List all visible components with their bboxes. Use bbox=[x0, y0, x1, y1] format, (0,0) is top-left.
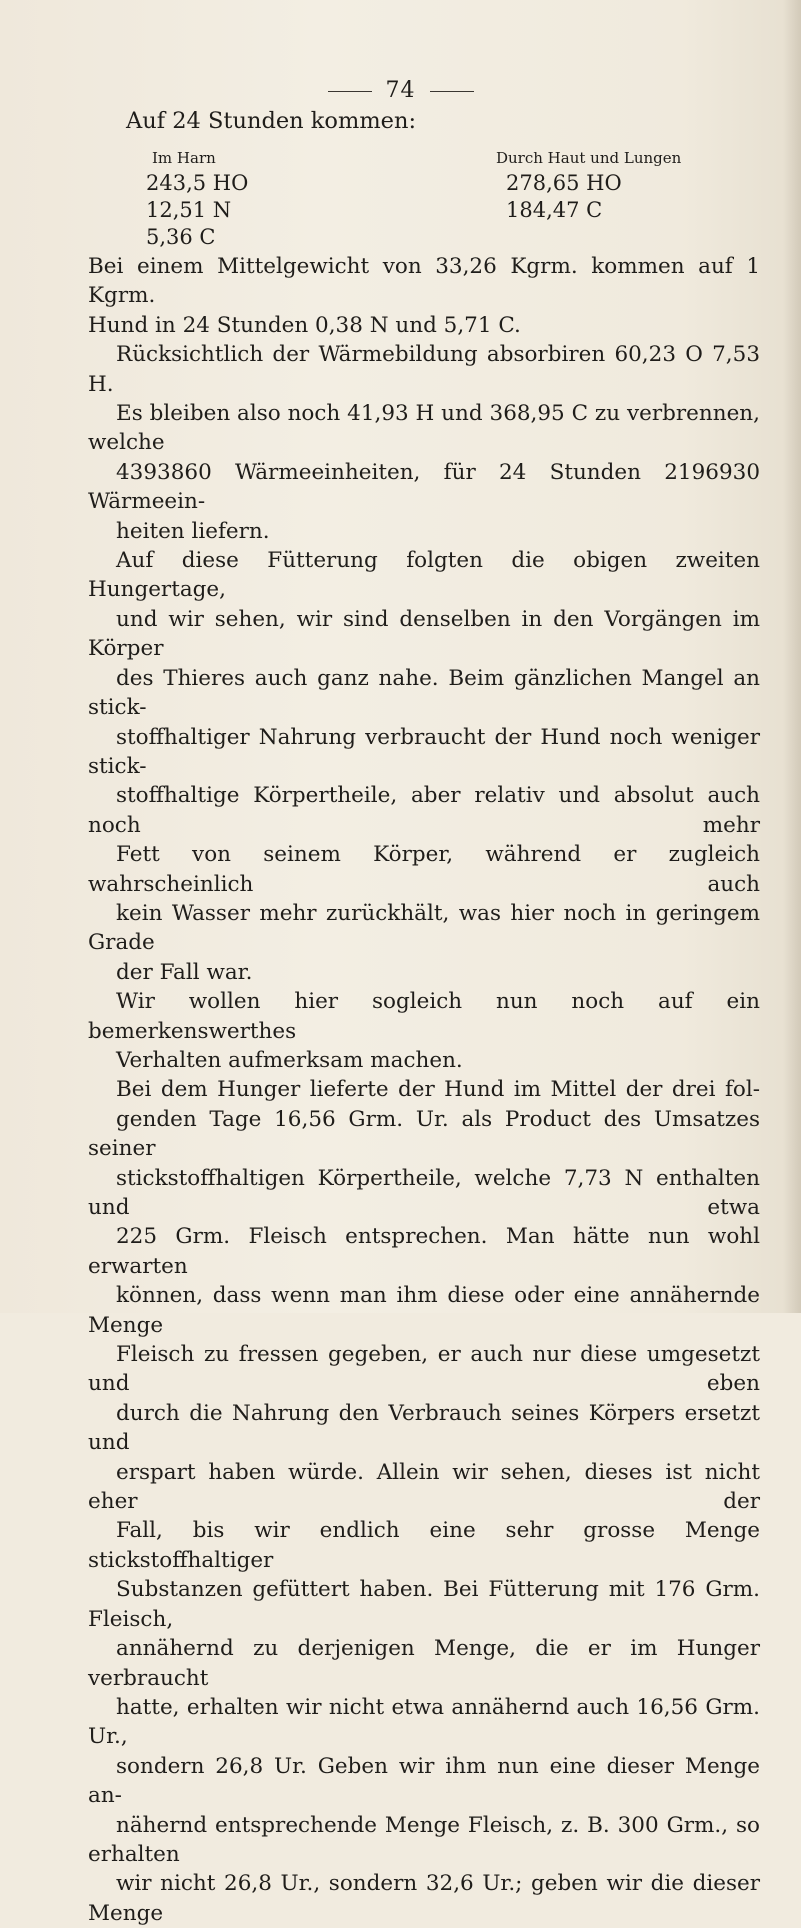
text-line: Fleisch zu fressen gegeben, er auch nur diese umgesetzt und eben bbox=[88, 1342, 760, 1397]
table-right-column bbox=[496, 148, 681, 224]
left-value: 243,5 HO bbox=[146, 171, 249, 195]
body-text bbox=[88, 252, 760, 1928]
text-line: Es bleiben also noch 41,93 H und 368,95 C zu verbrennen, welche bbox=[88, 401, 760, 456]
right-value: 278,65 HO bbox=[506, 171, 622, 195]
text-line: nähernd entsprechende Menge Fleisch, z. B. 300 Grm., so erhalten bbox=[88, 1812, 760, 1867]
text-line: durch die Nahrung den Verbrauch seines Körpers ersetzt und bbox=[88, 1400, 760, 1456]
text-line: Hund in 24 Stunden 0,38 N und 5,71 C. bbox=[88, 312, 521, 338]
header-dash-right bbox=[430, 91, 474, 92]
text-line: heiten liefern. bbox=[116, 518, 270, 544]
page-shadow-edge bbox=[783, 0, 801, 1313]
text-line: Fall, bis wir endlich eine sehr grosse Menge stickstoffhaltiger bbox=[88, 1518, 760, 1573]
text-line: 225 Grm. Fleisch entsprechen. Man hätte nun wohl erwarten bbox=[88, 1224, 760, 1279]
text-line: wir nicht 26,8 Ur., sondern 32,6 Ur.; geben wir die dieser Menge bbox=[88, 1871, 760, 1926]
page-number: 74 bbox=[385, 78, 416, 103]
intro-line: Auf 24 Stunden kommen: bbox=[126, 108, 417, 134]
text-line: Auf diese Fütterung folgten die obigen zweiten Hungertage, bbox=[88, 548, 760, 603]
paragraph bbox=[88, 546, 760, 987]
text-line: Bei dem Hunger lieferte der Hund im Mittel der drei fol- bbox=[116, 1077, 760, 1103]
table-left-column bbox=[146, 148, 248, 251]
text-line: annähernd zu derjenigen Menge, die er im Hunger verbraucht bbox=[88, 1636, 760, 1691]
text-line: erspart haben würde. Allein wir sehen, dieses ist nicht eher der bbox=[88, 1459, 760, 1515]
text-line: können, dass wenn man ihm diese oder eine annähernde Menge bbox=[88, 1283, 760, 1338]
left-column-heading: Im Harn bbox=[152, 149, 216, 167]
text-line: hatte, erhalten wir nicht etwa annähernd auch 16,56 Grm. Ur., bbox=[88, 1694, 760, 1750]
paragraph bbox=[88, 252, 760, 340]
right-column-values bbox=[496, 170, 681, 224]
text-line: und wir sehen, wir sind denselben in den Vorgängen im Körper bbox=[88, 606, 760, 662]
text-line: stickstoffhaltigen Körpertheile, welche 7,73 N enthalten und etwa bbox=[88, 1165, 760, 1220]
text-line: sondern 26,8 Ur. Geben wir ihm nun eine dieser Menge an- bbox=[88, 1753, 760, 1809]
header-dash-left bbox=[328, 91, 372, 92]
page-header bbox=[0, 78, 801, 103]
text-line: genden Tage 16,56 Grm. Ur. als Product des Umsatzes seiner bbox=[88, 1106, 760, 1162]
text-line: Wir wollen hier sogleich nun noch auf ein bemerkenswerthes bbox=[88, 989, 760, 1044]
text-line: Fett von seinem Körper, während er zugleich wahrscheinlich auch bbox=[88, 842, 760, 897]
text-line: stoffhaltiger Nahrung verbraucht der Hund noch weniger stick- bbox=[88, 724, 760, 779]
right-value: 184,47 C bbox=[506, 198, 603, 222]
text-line: 4393860 Wärmeeinheiten, für 24 Stunden 2196930 Wärmeein- bbox=[88, 459, 760, 515]
text-line: Verhalten aufmerksam machen. bbox=[116, 1047, 463, 1073]
text-line: der Fall war. bbox=[116, 959, 253, 985]
paragraph bbox=[88, 340, 760, 546]
text-line: Substanzen gefüttert haben. Bei Fütterung mit 176 Grm. Fleisch, bbox=[88, 1577, 760, 1632]
paragraph bbox=[88, 987, 760, 1075]
text-line: Bei einem Mittelgewicht von 33,26 Kgrm. kommen auf 1 Kgrm. bbox=[88, 254, 760, 309]
text-line: Rücksichtlich der Wärmebildung absorbiren 60,23 O 7,53 H. bbox=[88, 342, 760, 397]
text-line: des Thieres auch ganz nahe. Beim gänzlichen Mangel an stick- bbox=[88, 665, 760, 721]
right-column-heading: Durch Haut und Lungen bbox=[496, 149, 682, 167]
left-column-values bbox=[146, 170, 248, 251]
text-line: stoffhaltige Körpertheile, aber relativ und absolut auch noch mehr bbox=[88, 783, 760, 838]
left-value: 12,51 N bbox=[146, 198, 232, 222]
text-line: kein Wasser mehr zurückhält, was hier noch in geringem Grade bbox=[88, 900, 760, 956]
paragraph bbox=[88, 1075, 760, 1928]
left-value: 5,36 C bbox=[146, 225, 216, 249]
